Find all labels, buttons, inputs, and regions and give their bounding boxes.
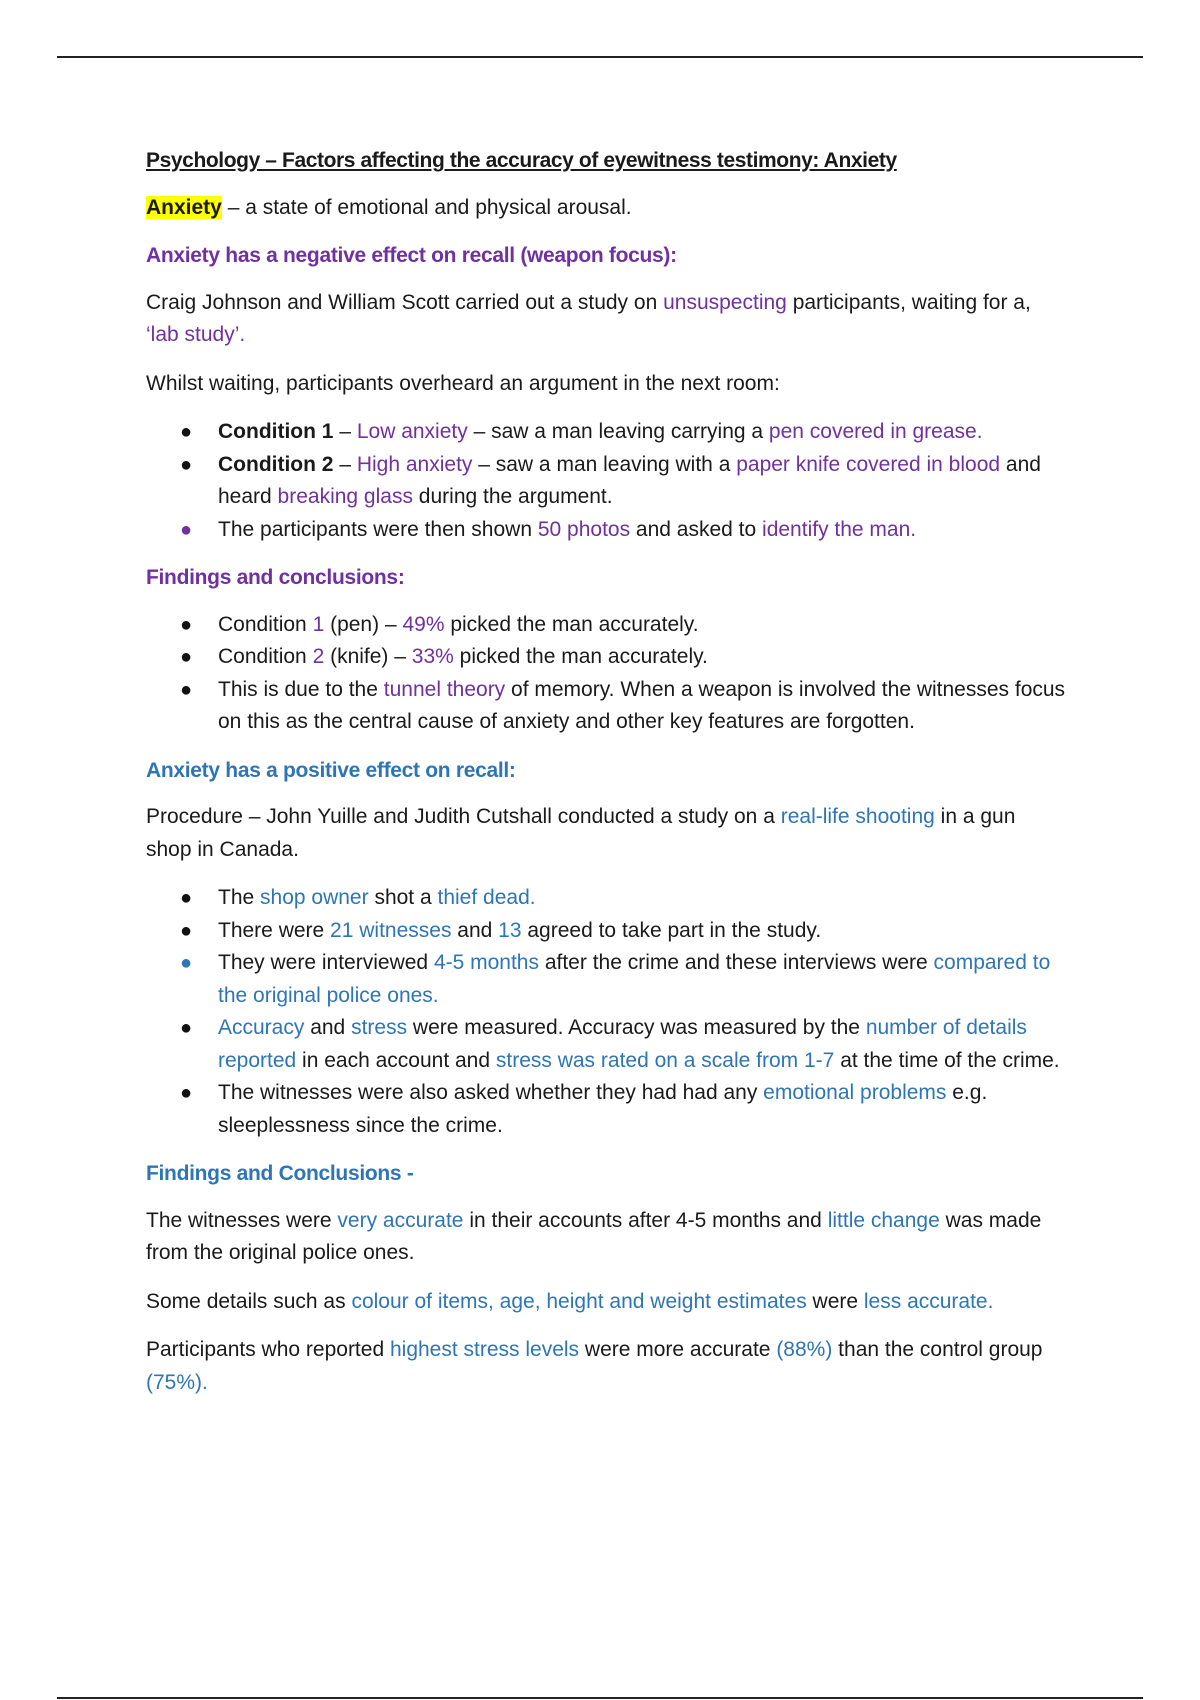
list-item: ● Condition 2 (knife) – 33% picked the man accurately.: [180, 645, 708, 668]
negative-heading: Anxiety has a negative effect on recall (weapon focus):: [146, 244, 677, 267]
negative-intro: Craig Johnson and William Scott carried out a study on unsuspecting participants, waiting for a, ‘lab study’.: [146, 290, 1031, 346]
list-item: ● The participants were then shown 50 photos and asked to identify the man.: [180, 517, 917, 541]
list-item: ● Condition 1 – Low anxiety – saw a man leaving carrying a pen covered in grease.: [180, 420, 983, 443]
top-rule: [57, 56, 1143, 58]
list-item: ● The witnesses were also asked whether they had had any emotional problems e.g. sleeplessness since the crime.: [180, 1081, 988, 1137]
list-item: ● Condition 1 (pen) – 49% picked the man accurately.: [180, 612, 699, 636]
negative-findings-heading: Findings and conclusions:: [146, 566, 405, 589]
findings-paragraph-1: The witnesses were very accurate in their accounts after 4-5 months and little change was made from the original police ones.: [146, 1208, 1042, 1264]
list-item: ● This is due to the tunnel theory of memory. When a weapon is involved the witnesses focus on this as the central cause of anxiety and other key features are forgotten.: [180, 677, 1066, 733]
conditions-list: [146, 416, 1066, 546]
list-item: ● Condition 2 – High anxiety – saw a man leaving with a paper knife covered in blood and heard breaking glass during the argument.: [180, 452, 1041, 508]
negative-findings-list: [146, 609, 1066, 739]
whilst-text: Whilst waiting, participants overheard an argument in the next room:: [146, 371, 780, 395]
procedure-text: Procedure – John Yuille and Judith Cutshall conducted a study on a real-life shooting in a gun shop in Canada.: [146, 805, 1016, 861]
definition-term: Anxiety: [146, 195, 222, 219]
findings-paragraph-3: Participants who reported highest stress levels were more accurate (88%) than the control group (75%).: [146, 1338, 1043, 1394]
document-body: [146, 145, 1066, 1415]
list-item: ● They were interviewed 4-5 months after the crime and these interviews were compared to the original police ones.: [180, 951, 1051, 1007]
bottom-rule: [57, 1697, 1143, 1699]
list-item: ● Accuracy and stress were measured. Accuracy was measured by the number of details reported in each account and stress was rated on a scale from 1-7 at the time of the crime.: [180, 1016, 1060, 1072]
page-title: Psychology – Factors affecting the accuracy of eyewitness testimony: Anxiety: [146, 149, 897, 172]
positive-heading: Anxiety has a positive effect on recall:: [146, 758, 516, 782]
definition: Anxiety – a state of emotional and physical arousal.: [146, 195, 632, 219]
procedure-list: [146, 882, 1066, 1142]
findings-paragraph-2: Some details such as colour of items, age, height and weight estimates were less accurate.: [146, 1289, 994, 1313]
list-item: ● The shop owner shot a thief dead.: [180, 886, 536, 909]
positive-findings-heading: Findings and Conclusions -: [146, 1162, 414, 1185]
list-item: ● There were 21 witnesses and 13 agreed to take part in the study.: [180, 918, 822, 942]
